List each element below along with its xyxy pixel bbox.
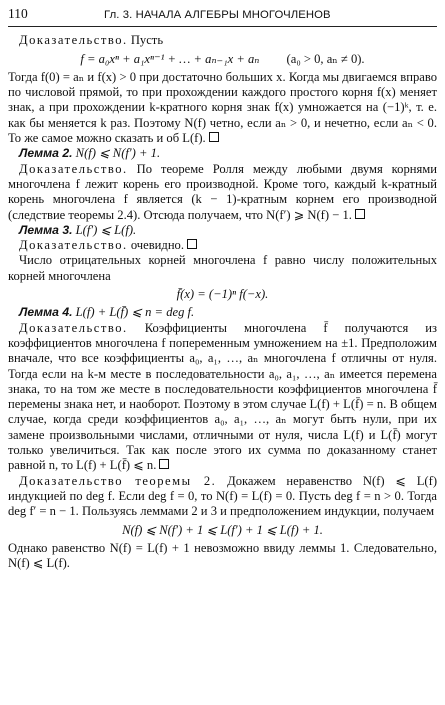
proof1-intro [8, 33, 437, 48]
page-header [8, 6, 437, 27]
running-title: Гл. 3. НАЧАЛА АЛГЕБРЫ МНОГОЧЛЕНОВ [104, 9, 331, 21]
proof1-paragraph [8, 70, 437, 146]
qed-square-icon [187, 239, 197, 249]
proof1-equation: f = a₀xⁿ + a₁xⁿ⁻¹ + … + aₙ₋₁x + aₙ [80, 51, 260, 66]
lemma2-proof-label: Доказательство. [19, 161, 128, 176]
theorem2-proof [8, 474, 437, 520]
qed-square-icon [355, 209, 365, 219]
lemma4-proof [8, 321, 437, 474]
lemma3-proof-text: очевидно. [130, 238, 185, 253]
lemma4-proof-label: Доказательство. [19, 320, 128, 335]
lemma3-label: Лемма 3. [19, 222, 73, 237]
negroots-equation: f̄(x) = (−1)ⁿ f(−x). [176, 287, 269, 302]
negroots-text: Число отрицательных корней многочлена f равно числу положительных корней многочлена [8, 253, 437, 283]
theorem2-label: Доказательство теоремы 2. [19, 473, 217, 488]
proof1-text: Тогда f(0) = aₙ и f(x) > 0 при достаточно больших x. Когда мы двигаемся вправо по числовой прямой, то при прохождении каждого простого корня f(x) меняет знак, а при прохождении k-кратного корня знак f(x) умножается на (−1)ᵏ, т. е. как бы меняется k раз. Поэтому N(f) четно, если aₙ > 0, и нечетно, если aₙ < 0. То же самое можно сказать и об L(f). [8, 69, 437, 146]
lemma4-statement-line [8, 305, 437, 320]
lemma3-statement: L(f′) ⩽ L(f). [75, 222, 137, 237]
qed-square-icon [209, 132, 219, 142]
theorem2-conclusion-paragraph [8, 541, 437, 572]
lemma2-statement: N(f) ⩽ N(f′) + 1. [75, 146, 161, 161]
lemma2-proof [8, 162, 437, 223]
lemma4-label: Лемма 4. [19, 305, 73, 320]
lemma2-proof-text: По теореме Ролля между любыми двумя корнями многочлена f лежит корень его производной. Кроме того, каждый k-кратный корень многочлена f является (k − 1)-кратным корнем его производной (следствие теоремы 2.4). Отсюда получаем, что N(f′) ⩾ N(f) − 1. [8, 161, 437, 222]
lemma2-statement-line [8, 146, 437, 161]
negroots-paragraph [8, 253, 437, 284]
lemma3-proof [8, 238, 437, 253]
theorem2-conclusion: Однако равенство N(f) = L(f) + 1 невозможно ввиду леммы 1. Следовательно, N(f) ⩽ L(f). [8, 540, 437, 571]
lemma4-statement: L(f) + L(f̄) ⩽ n = deg f. [75, 305, 195, 320]
lemma4-proof-text: Коэффициенты многочлена f̄ получаются из коэффициентов многочлена f попеременным умножением на ±1. Предположим вначале, что все коэффициенты a₀, a₁, …, aₙ многочлена f отличны от нуля. Тогда если на k-м месте в последовательности a₀, a₁, …, aₙ имеется перемена знака, то на том же месте в последовательности коэффициентов многочлена f̄ перемены знака нет, и наоборот. Поэтому в этом случае L(f) + L(f̄) = n. В общем случае, когда среди коэффициентов a₀, a₁, …, aₙ могут быть нули, при их замене произвольными числами, отличными от нуля, числа L(f) и L(f̄) могут только увеличиться. Так как после этого их сумма по доказанному станет равной n, то L(f) + L(f̄) ⩽ n. [8, 320, 437, 473]
theorem2-equation: N(f) ⩽ N(f′) + 1 ⩽ L(f′) + 1 ⩽ L(f) + 1. [122, 522, 323, 537]
proof1-label: Доказательство. [19, 33, 128, 48]
lemma2-label: Лемма 2. [19, 146, 73, 161]
proof1-equation-line [8, 52, 437, 67]
lemma3-proof-label: Доказательство. [19, 238, 128, 253]
theorem2-text: Докажем неравенство N(f) ⩽ L(f) индукцией по deg f. Если deg f = 0, то N(f) = L(f) = 0. Пусть deg f = n > 0. Тогда deg f′ = n − 1. Пользуясь леммами 2 и 3 и предположением индукции, получаем [8, 473, 438, 519]
lemma3-statement-line [8, 223, 437, 238]
page-number: 110 [8, 6, 28, 21]
qed-square-icon [159, 459, 169, 469]
proof1-intro-text: Пусть [130, 33, 164, 48]
proof1-condition: (a₀ > 0, aₙ ≠ 0). [286, 51, 365, 66]
